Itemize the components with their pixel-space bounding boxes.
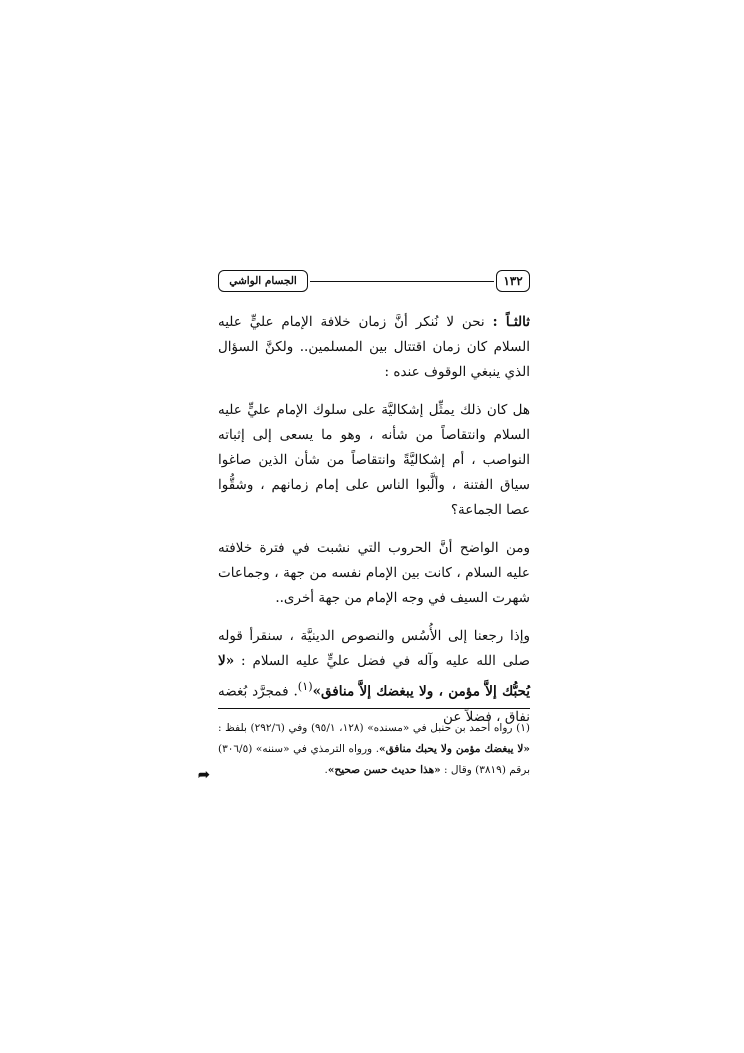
hadith-quote: «لا يُحبُّك إلاَّ مؤمن ، ولا يبغضك إلاَّ منافق»	[218, 653, 530, 700]
book-page	[198, 262, 530, 802]
paragraph-4-text-a: وإذا رجعنا إلى الأُسُس والنصوص الدينيَّة ، سنقرأ قوله صلى الله عليه وآله في فضل عليٍّ عليه السلام :	[218, 628, 530, 669]
footnote-ref[interactable]: (١)	[297, 680, 313, 693]
footnote-text-c: .	[324, 764, 328, 776]
footnote-quote-b: «هذا حديث حسن صحيح»	[327, 764, 441, 776]
paragraph-1	[218, 310, 530, 385]
paragraph-3: ومن الواضح أنَّ الحروب التي نشبت في فترة خلافته عليه السلام ، كانت بين الإمام نفسه من جهة ، وجماعات شهرت السيف في وجه الإمام من جهة أخرى..	[218, 540, 530, 606]
page-body	[218, 310, 530, 743]
header-title: الجسام الواشي	[218, 270, 308, 292]
next-page-arrow-icon[interactable]: ➦	[198, 767, 210, 783]
paragraph-2: هل كان ذلك يمثِّل إشكاليَّة على سلوك الإمام عليٍّ عليه السلام وانتقاصاً من شأنه ، وهو ما يسعى إلى إثباته النواصب ، أم إشكاليَّةً وانتقاصاً من شأن الذين صاغوا سياق الفتنة ، وألَّبوا الناس على إمام زمانهم ، وشقُّوا عصا الجماعة؟	[218, 402, 530, 518]
paragraph-1-text: نحن لا نُنكر أنَّ زمان خلافة الإمام عليٍّ عليه السلام كان زمان اقتتال بين المسلمين.. ولكنَّ السؤال الذي ينبغي الوقوف عنده :	[218, 314, 530, 380]
header-rule	[310, 281, 494, 282]
footnote-rule	[218, 708, 530, 709]
footnote	[218, 718, 530, 781]
paragraph-4	[218, 624, 530, 730]
page-number: ١٣٢	[496, 270, 530, 292]
page-header	[218, 270, 530, 294]
footnote-text-b: . ورواه الترمذي في «سننه» (٣٠٦/٥) برقم (٣٨١٩) وقال :	[218, 743, 530, 776]
paragraph-1-lead: ثالثـاً :	[492, 314, 530, 330]
footnote-quote-a: «لا يبغضك مؤمن ولا يحبك منافق»	[379, 743, 530, 755]
footnote-text-a: (١) رواه أحمد بن حنبل في «مسنده» (١٢٨، ٩٥/١) وفي (٢٩٢/٦) بلفظ :	[218, 722, 530, 734]
paragraph-4-text-b: . فمجرَّد بُغضه نفاق ، فضلاً عن	[218, 683, 530, 725]
